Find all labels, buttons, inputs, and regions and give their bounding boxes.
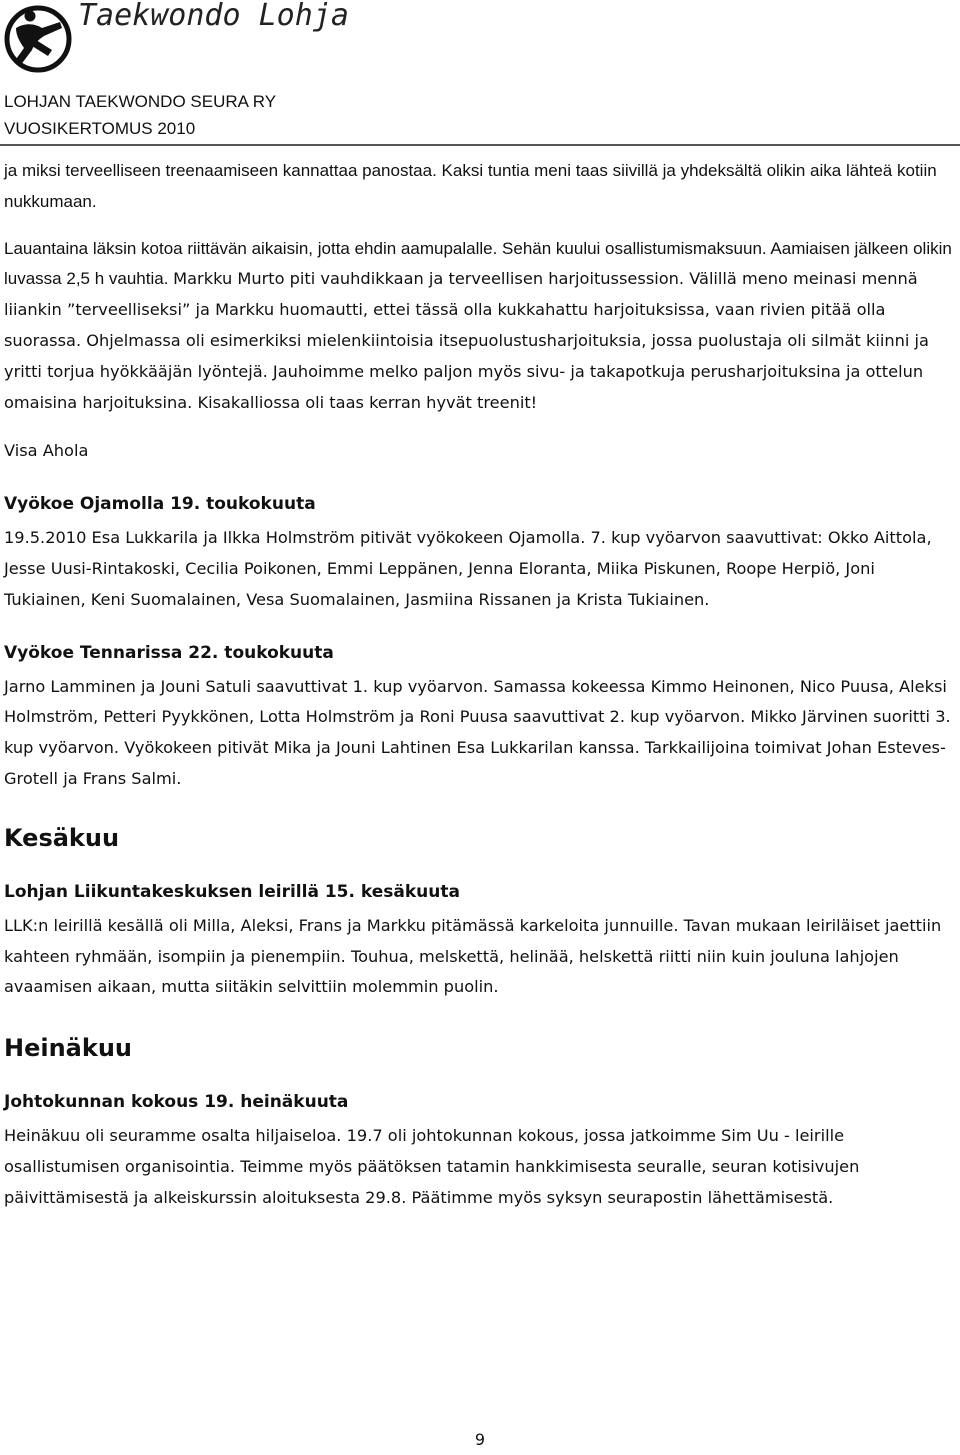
club-info <box>4 88 276 142</box>
paragraph-tennari: Jarno Lamminen ja Jouni Satuli saavuttivat 1. kup vyöarvon. Samassa kokeessa Kimmo Heinonen, Nico Puusa, Aleksi Holmström, Petteri Pyykkönen, Lotta Holmström ja Roni Puusa saavuttivat 2. kup vyöarvon. Mikko Järvinen suoritti 3. kup vyöarvon. Vyökokeen pitivät Mika ja Jouni Lahtinen Esa Lukkarilan kanssa. Tarkkailijoina toimivat Johan Esteves-Grotell ja Frans Salmi. <box>4 676 951 788</box>
heading-ojamo: Vyökoe Ojamolla 19. toukokuuta <box>4 494 316 515</box>
paragraph-ojamo: 19.5.2010 Esa Lukkarila ja Ilkka Holmström pitivät vyökokeen Ojamolla. 7. kup vyöarvon saavuttivat: Okko Aittola, Jesse Uusi-Rintakoski, Cecilia Poikonen, Emmi Leppänen, Jenna Eloranta, Miika Piskunen, Roope Herpiö, Joni Tukiainen, Keni Suomalainen, Vesa Suomalainen, Jasmiina Rissanen ja Krista Tukiainen. <box>4 528 932 609</box>
document-body <box>4 156 956 1214</box>
report-title: VUOSIKERTOMUS 2010 <box>4 119 196 138</box>
heading-heinakuu: Heinäkuu <box>4 1034 133 1063</box>
paragraph-saturday-body: Markku Murto piti vauhdikkaan ja terveellisen harjoitussession. Välillä meno meinasi mennä liiankin ”terveelliseksi” ja Markku huomautti, ettei tässä olla kukkahattu harjoituksissa, vaan rivien pitää olla suorassa. Ohjelmassa oli esimerkiksi mielenkiintoisia itsepuolustusharjoituksia, jossa puolustaja oli silmät kiinni ja yritti torjua hyökkääjän lyöntejä. Jauhoimme melko paljon myös sivu- ja takapotkuja perusharjoituksina ja ottelun omaisina harjoituksina. Kisakalliossa oli taas kerran hyvät treenit! <box>4 269 929 412</box>
paragraph-continued: ja miksi terveelliseen treenaamiseen kannattaa panostaa. Kaksi tuntia meni taas siivillä ja yhdeksältä olikin aika lähteä kotiin nukkumaan. <box>4 161 937 211</box>
taekwondo-kicker-logo-icon <box>2 4 74 74</box>
logo-text: Taekwondo Lohja <box>78 0 349 33</box>
paragraph-leiri: LLK:n leirillä kesällä oli Milla, Aleksi, Frans ja Markku pitämässä karkeloita junnuille. Tavan mukaan leiriläiset jaettiin kahteen ryhmään, isompiin ja pienempiin. Touhua, melskettä, helinää, helskettä riitti niin kuin jouluna lahjojen avaamisen aikaan, mutta siitäkin selvittiin molemmin puolin. <box>4 915 942 997</box>
paragraph-saturday <box>4 234 956 419</box>
heading-leiri: Lohjan Liikuntakeskuksen leirillä 15. kesäkuuta <box>4 881 460 902</box>
paragraph-saturday-intro: Lauantaina läksin kotoa riittävän aikaisin, jotta ehdin aamupalalle. Sehän kuului osallistumismaksuun. Aamiaisen jälkeen olikin luvassa 2,5 h vauhtia. <box>4 238 952 289</box>
signature: Visa Ahola <box>4 441 89 461</box>
page-number: 9 <box>474 1430 486 1449</box>
page-header <box>0 0 960 150</box>
heading-kokous: Johtokunnan kokous 19. heinäkuuta <box>4 1092 349 1113</box>
arial-section <box>4 156 956 418</box>
heading-tennari: Vyökoe Tennarissa 22. toukokuuta <box>4 642 334 663</box>
header-divider <box>0 144 960 146</box>
paragraph-kokous: Heinäkuu oli seuramme osalta hiljaiseloa. 19.7 oli johtokunnan kokous, jossa jatkoimme Sim Uu - leirille osallistumisen organisointia. Teimme myös päätöksen tatamin hankkimisesta seuralle, seuran kotisivujen päivittämisestä ja alkeiskurssin aloituksesta 29.8. Päätimme myös syksyn seurapostin lähettämisestä. <box>4 1126 860 1207</box>
heading-kesakuu: Kesäkuu <box>4 823 120 852</box>
club-name: LOHJAN TAEKWONDO SEURA RY <box>4 92 277 111</box>
